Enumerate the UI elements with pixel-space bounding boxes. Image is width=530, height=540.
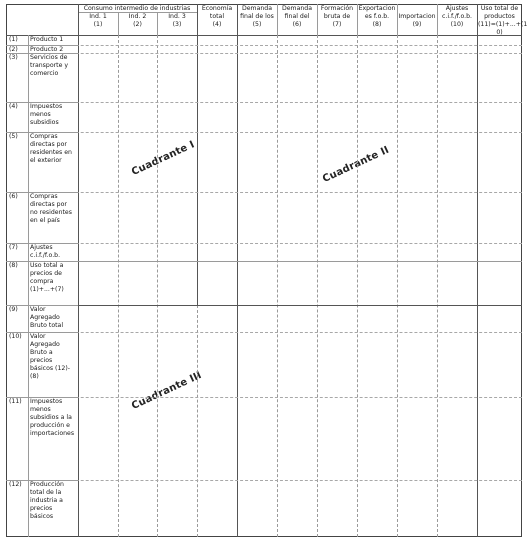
header-col-11-line-3: (11)=(1)+...+(1 bbox=[478, 21, 528, 28]
row-4-number: (4) bbox=[9, 103, 18, 110]
header-col-7-line-2: bruta de bbox=[323, 13, 351, 20]
row-3-number: (3) bbox=[9, 54, 18, 61]
dash-v bbox=[397, 35, 398, 537]
dash-v bbox=[277, 35, 278, 537]
dash-v bbox=[197, 305, 198, 537]
cuadrante-i-label: Cuadrante I bbox=[130, 139, 197, 178]
dash-h bbox=[6, 192, 522, 193]
row-7-label: Ajustes c.i.f./f.o.b. bbox=[30, 244, 61, 259]
row-6-number: (6) bbox=[9, 193, 18, 200]
header-col-10-line-2: c.i.f./f.o.b. bbox=[441, 13, 473, 20]
row-8-number: (8) bbox=[9, 262, 18, 269]
consumo-intermedio-header: Consumo intermedio de industrias bbox=[83, 5, 191, 12]
dash-v bbox=[157, 35, 158, 537]
header-col-4-line-1: Economía bbox=[201, 5, 233, 12]
header-col-6-line-3: (6) bbox=[292, 21, 302, 28]
row-5-label: Compras directas por residentes en el exterior bbox=[30, 133, 72, 164]
body-col-rule bbox=[78, 35, 79, 537]
row-9-number: (9) bbox=[9, 306, 18, 313]
header-col-1-line-2: (1) bbox=[93, 21, 103, 28]
cuadrante-iii-label: Cuadrante III bbox=[130, 369, 204, 412]
row-6-label: Compras directas por no residentes en el país bbox=[30, 193, 72, 224]
header-col-5-line-3: (5) bbox=[252, 21, 262, 28]
header-col-6-line-2: final del bbox=[284, 13, 310, 20]
header-col-5-line-1: Demanda bbox=[241, 5, 273, 12]
dash-v bbox=[317, 35, 318, 537]
dash-h bbox=[6, 397, 522, 398]
header-col-2-line-2: (2) bbox=[133, 21, 142, 28]
dash-h bbox=[6, 480, 522, 481]
row-11-label: Impuestos menos subsidios a la producción e importaciones bbox=[30, 398, 75, 437]
dash-h bbox=[6, 45, 522, 46]
header-col-2-line-1: Ind. 2 bbox=[128, 13, 147, 20]
row-rule bbox=[6, 261, 522, 262]
header-col-5-line-2: final de los bbox=[240, 13, 274, 20]
header-col-4-line-2: total bbox=[209, 13, 225, 20]
stub-number-divider bbox=[28, 35, 29, 537]
dash-h bbox=[6, 53, 522, 54]
row-11-number: (11) bbox=[9, 398, 22, 405]
header-col-10-line-1: Ajustes bbox=[445, 5, 469, 12]
row-2-label: Producto 2 bbox=[30, 46, 64, 53]
dash-v bbox=[118, 35, 119, 537]
row-1-number: (1) bbox=[9, 36, 18, 43]
row-5-number: (5) bbox=[9, 133, 18, 140]
body-col-rule bbox=[237, 35, 238, 537]
header-col-11-line-4: 0) bbox=[496, 29, 503, 36]
header-col-4-line-3: (4) bbox=[212, 21, 222, 28]
row-2-number: (2) bbox=[9, 46, 18, 53]
body-col-rule bbox=[477, 35, 478, 537]
header-col-7-line-1: Formación bbox=[320, 5, 354, 12]
header-col-3-line-1: Ind. 3 bbox=[168, 13, 186, 20]
header-col-7-line-3: (7) bbox=[332, 21, 342, 28]
header-col-8-line-3: (8) bbox=[372, 21, 382, 28]
header-col-9-line-2: Importacion bbox=[398, 13, 436, 20]
header-col-11-line-1: Uso total de bbox=[480, 5, 519, 12]
row-7-number: (7) bbox=[9, 244, 18, 251]
dash-v bbox=[357, 35, 358, 537]
header-col-10-line-3: (10) bbox=[450, 21, 464, 28]
quadrant-divider bbox=[6, 305, 522, 306]
dash-v bbox=[437, 35, 438, 537]
header-col-3-line-2: (3) bbox=[172, 21, 182, 28]
header-col-9-line-3: (9) bbox=[412, 21, 422, 28]
row-12-label: Producción total de la industria a precios básicos bbox=[30, 481, 64, 520]
header-col-8-line-1: Exportacion bbox=[358, 5, 396, 12]
table-frame bbox=[6, 4, 528, 537]
header-col-6-line-1: Demanda bbox=[281, 5, 313, 12]
header-col-1-line-1: Ind. 1 bbox=[89, 13, 107, 20]
dash-h bbox=[6, 332, 522, 333]
header-bottom-rule bbox=[6, 35, 522, 36]
row-9-label: Valor Agregado Bruto total bbox=[30, 306, 64, 329]
body-col-rule bbox=[197, 35, 198, 305]
row-12-number: (12) bbox=[9, 481, 22, 488]
row-4-label: Impuestos menos subsidios bbox=[30, 103, 63, 126]
row-8-label: Uso total a precios de compra (1)+...+(7) bbox=[30, 262, 64, 293]
row-3-label: Servicios de transporte y comercio bbox=[30, 54, 69, 77]
row-10-number: (10) bbox=[9, 333, 22, 340]
row-1-label: Producto 1 bbox=[30, 36, 64, 43]
cuadrante-ii-label: Cuadrante II bbox=[321, 144, 391, 185]
row-10-label: Valor Agregado Bruto a precios básicos (12)-(8) bbox=[30, 333, 70, 380]
header-col-11-line-2: productos bbox=[484, 13, 515, 20]
dash-h bbox=[6, 243, 522, 244]
dash-h bbox=[6, 102, 522, 103]
dash-h bbox=[6, 132, 522, 133]
header-col-8-line-2: es f.o.b. bbox=[364, 13, 390, 20]
